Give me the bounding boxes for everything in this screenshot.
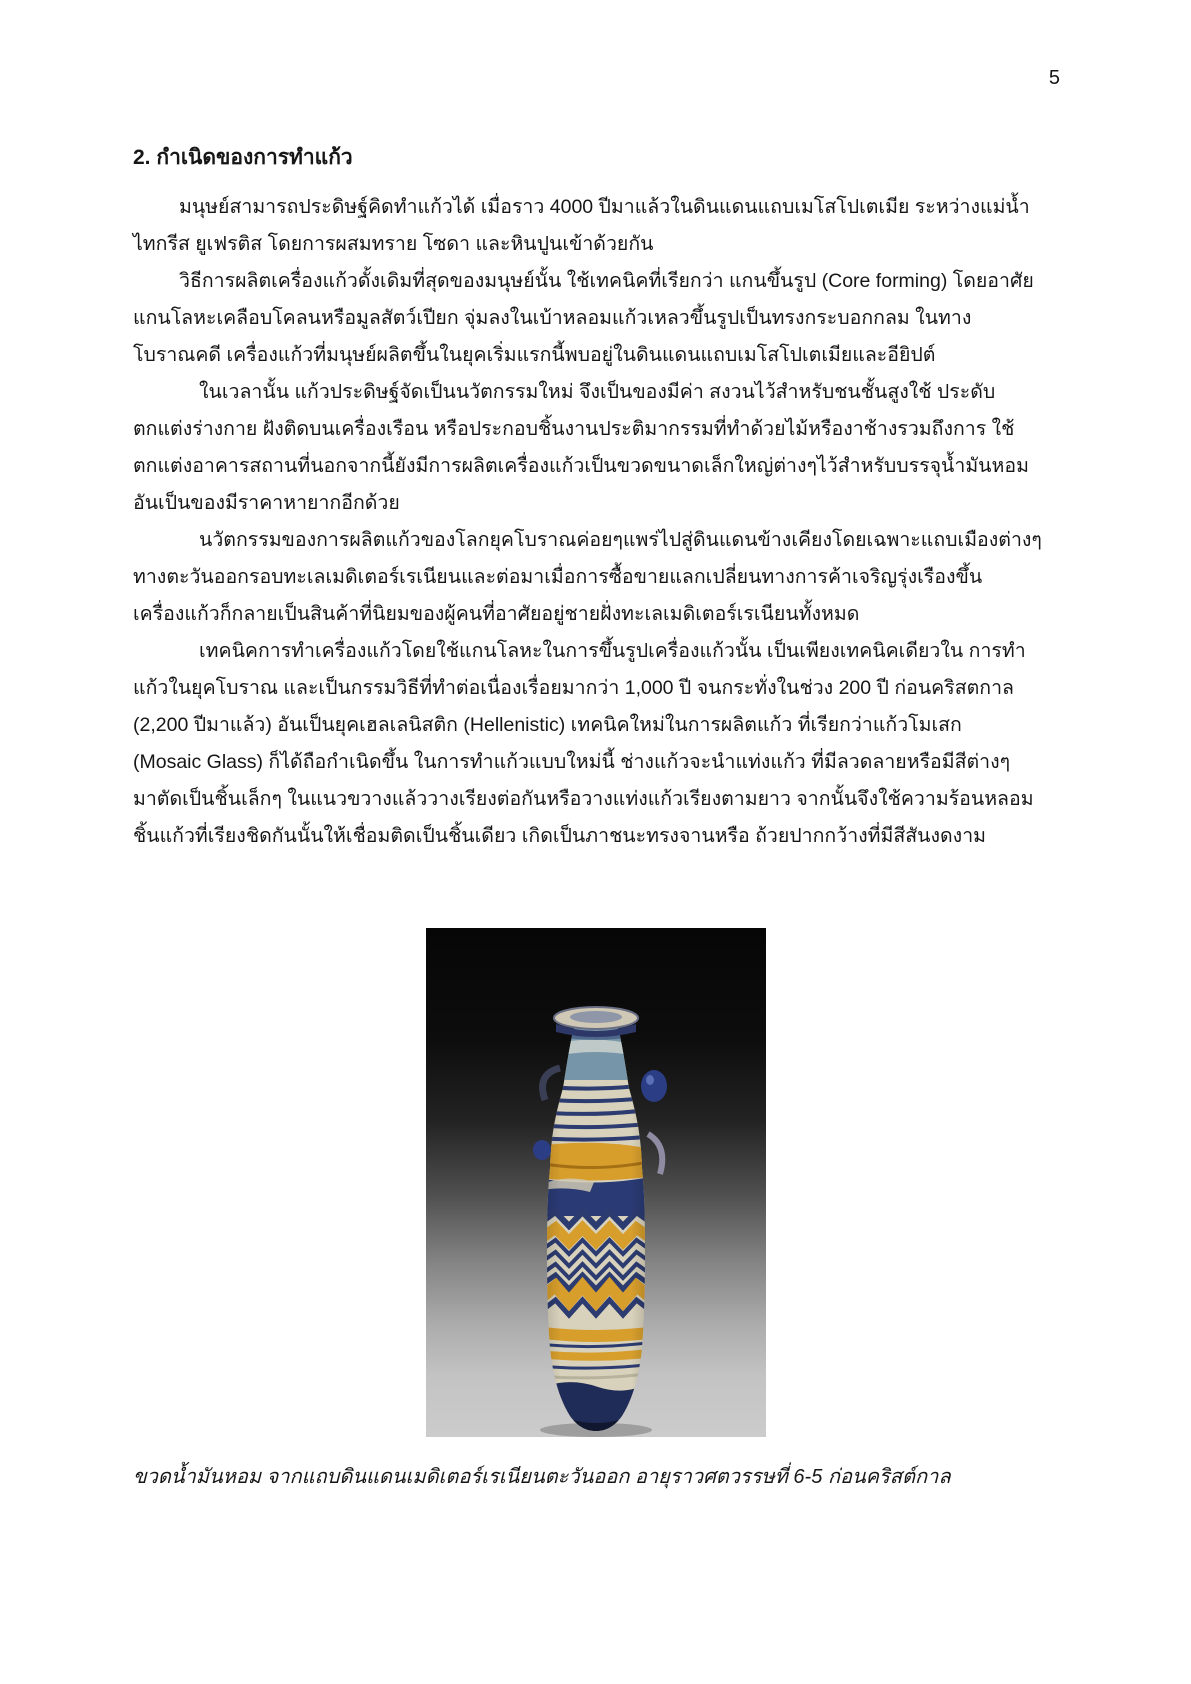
paragraph-line: ชิ้นแก้วที่เรียงชิดกันนั้นให้เชื่อมติดเป็นชิ้นเดียว เกิดเป็นภาชนะทรงจานหรือ ถ้วยปากกว้างที่มีสีสันงดงาม bbox=[133, 825, 987, 847]
paragraph-line: ไทกรีส ยูเฟรติส โดยการผสมทราย โซดา และหินปูนเข้าด้วยกัน bbox=[133, 233, 654, 255]
paragraph-line: ในเวลานั้น แก้วประดิษฐ์จัดเป็นนวัตกรรมใหม่ จึงเป็นของมีค่า สงวนไว้สำหรับชนชั้นสูงใช้ ประดับ bbox=[199, 381, 996, 403]
bottle-handle-right bbox=[641, 1070, 667, 1102]
paragraph-line: แกนโลหะเคลือบโคลนหรือมูลสัตว์เปียก จุ่มลงในเบ้าหลอมแก้วเหลวขึ้นรูปเป็นทรงกระบอกกลม ในทาง bbox=[133, 307, 972, 329]
paragraph-line: แก้วในยุคโบราณ และเป็นกรรมวิธีที่ทำต่อเนื่องเรื่อยมากว่า 1,000 ปี จนกระทั่งในช่วง 200 ปี ก่อนคริสตกาล bbox=[133, 677, 1014, 699]
paragraph-line: โบราณคดี เครื่องแก้วที่มนุษย์ผลิตขึ้นในยุคเริ่มแรกนี้พบอยู่ในดินแดนแถบเมโสโปเตเมียและอียิปต์ bbox=[133, 344, 936, 366]
paragraph-line: มาตัดเป็นชิ้นเล็กๆ ในแนวขวางแล้ววางเรียงต่อกันหรือวางแท่งแก้วเรียงตามยาว จากนั้นจึงใช้ความร้อนหลอม bbox=[133, 788, 1034, 810]
paragraph-line: นวัตกรรมของการผลิตแก้วของโลกยุคโบราณค่อยๆแพร่ไปสู่ดินแดนข้างเคียงโดยเฉพาะแถบเมืองต่างๆ bbox=[199, 529, 1042, 551]
page-number: 5 bbox=[1048, 67, 1060, 89]
figure-glass-bottle-photo bbox=[426, 928, 766, 1437]
document-body bbox=[133, 189, 1065, 855]
paragraph-line: มนุษย์สามารถประดิษฐ์คิดทำแก้วได้ เมื่อราว 4000 ปีมาแล้วในดินแดนแถบเมโสโปเตเมีย ระหว่างแม่น้ำ bbox=[179, 196, 1030, 218]
paragraph-line: ทางตะวันออกรอบทะเลเมดิเตอร์เรเนียนและต่อมาเมื่อการซื้อขายแลกเปลี่ยนทางการค้าเจริญรุ่งเรืองขึ้น bbox=[133, 566, 983, 588]
glass-bottle-illustration bbox=[426, 928, 766, 1437]
paragraph-line: เทคนิคการทำเครื่องแก้วโดยใช้แกนโลหะในการขึ้นรูปเครื่องแก้วนั้น เป็นเพียงเทคนิคเดียวใน การทำ bbox=[199, 640, 1026, 662]
paragraph-line: (Mosaic Glass) ก็ได้ถือกำเนิดขึ้น ในการทำแก้วแบบใหม่นี้ ช่างแก้วจะนำแท่งแก้ว ที่มีลวดลายหรือมีสีต่างๆ bbox=[133, 751, 1011, 773]
paragraph-line: อันเป็นของมีราคาหายากอีกด้วย bbox=[133, 492, 400, 514]
figure-caption: ขวดน้ำมันหอม จากแถบดินแดนเมดิเตอร์เรเนียนตะวันออก อายุราวศตวรรษที่ 6-5 ก่อนคริสต์กาล bbox=[133, 1466, 951, 1488]
paragraph-line: ตกแต่งร่างกาย ฝังติดบนเครื่องเรือน หรือประกอบชิ้นงานประติมากรรมที่ทำด้วยไม้หรืองาช้างรวมถึงการ ใช้ bbox=[133, 418, 1015, 440]
bottle-rim bbox=[554, 1007, 638, 1037]
paragraph-line: (2,200 ปีมาแล้ว) อันเป็นยุคเฮลเลนิสติก (Hellenistic) เทคนิคใหม่ในการผลิตแก้ว ที่เรียกว่าแก้วโมเสก bbox=[133, 714, 962, 736]
bottle-lug-left bbox=[533, 1140, 551, 1160]
section-heading: 2. กำเนิดของการทำแก้ว bbox=[133, 146, 353, 169]
paragraph-line: เครื่องแก้วก็กลายเป็นสินค้าที่นิยมของผู้คนที่อาศัยอยู่ชายฝั่งทะเลเมดิเตอร์เรเนียนทั้งหมด bbox=[133, 603, 860, 625]
paragraph-line: วิธีการผลิตเครื่องแก้วดั้งเดิมที่สุดของมนุษย์นั้น ใช้เทคนิคที่เรียกว่า แกนขึ้นรูป (Core forming) โดยอาศัย bbox=[179, 270, 1034, 292]
paragraph-line: ตกแต่งอาคารสถานที่นอกจากนี้ยังมีการผลิตเครื่องแก้วเป็นขวดขนาดเล็กใหญ่ต่างๆไว้สำหรับบรรจุน้ำมันหอม bbox=[133, 455, 1029, 477]
